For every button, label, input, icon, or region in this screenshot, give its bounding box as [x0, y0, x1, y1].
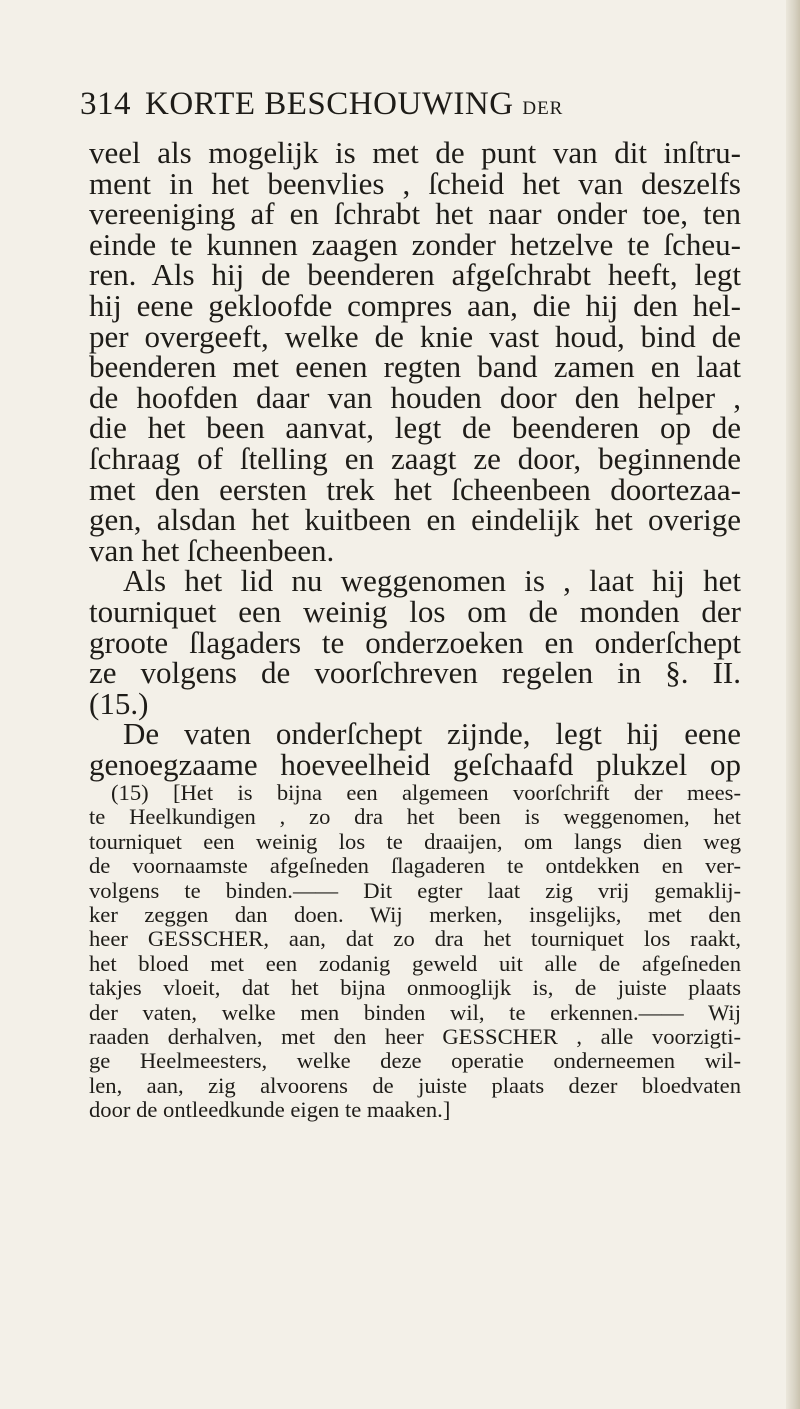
body-line: beenderen met eenen regten band zamen en laat — [89, 349, 741, 385]
body-line: tourniquet een weinig los om de monden der — [89, 593, 741, 629]
body-line: genoegzaame hoeveelheid geſchaafd plukzel op — [89, 746, 741, 782]
body-line: ment in het beenvlies , ſcheid het van deszelfs — [89, 165, 741, 201]
footnote-line: raaden derhalven, met den heer GESSCHER , alle voorzigti- — [89, 1024, 741, 1050]
footnote-line: heer GESSCHER, aan, dat zo dra het tourniquet los raakt, — [89, 926, 741, 952]
body-line: De vaten onderſchept zijnde, legt hij eene — [123, 716, 741, 752]
body-line: per overgeeft, welke de knie vast houd, bind de — [89, 318, 741, 354]
footnote-line: door de ontleedkunde eigen te maaken.] — [89, 1097, 451, 1123]
body-line: die het been aanvat, legt de beenderen op de — [89, 410, 741, 446]
page-number: 314 — [80, 86, 131, 122]
footnote-line: het bloed met een zodanig geweld uit alle de afgeſneden — [89, 950, 741, 976]
body-line: vereeniging af en ſchrabt het naar onder toe, ten — [89, 196, 741, 232]
footnote-line: der vaten, welke men binden wil, te erkennen.—— Wij — [89, 999, 741, 1025]
body-line: ze volgens de voorſchreven regelen in §. II. — [89, 655, 741, 691]
running-title: KORTE BESCHOUWING — [145, 86, 514, 122]
running-title-small: DER — [522, 98, 564, 119]
footnote-line: de voornaamste afgeſneden ſlagaderen te ontdekken en ver- — [89, 853, 741, 879]
body-text — [89, 135, 741, 782]
body-line: van het ſcheenbeen. — [89, 532, 335, 568]
body-line: met den eersten trek het ſcheenbeen doortezaa- — [89, 471, 741, 507]
page-edge — [786, 0, 800, 1409]
footnote-line: len, aan, zig alvoorens de juiste plaats dezer bloedvaten — [89, 1072, 741, 1098]
body-line: de hoofden daar van houden door den helper , — [89, 379, 741, 415]
footnote-line: te Heelkundigen , zo dra het been is weggenomen, het — [89, 804, 741, 830]
footnote-line: takjes vloeit, dat het bijna onmooglijk is, de juiste plaats — [89, 975, 741, 1001]
footnote — [89, 781, 741, 1123]
footnote-line: ker zeggen dan doen. Wij merken, insgelijks, met den — [89, 902, 741, 928]
body-line: ſchraag of ſtelling en zaagt ze door, beginnende — [89, 440, 741, 476]
body-line: ren. Als hij de beenderen afgeſchrabt heeft, legt — [89, 257, 741, 293]
footnote-line: tourniquet een weinig los te draaijen, om langs dien weg — [89, 828, 741, 854]
body-line: groote ſlagaders te onderzoeken en onderſchept — [89, 624, 741, 660]
body-line: veel als mogelijk is met de punt van dit inſtru- — [89, 135, 741, 170]
body-line: gen, alsdan het kuitbeen en eindelijk het overige — [89, 502, 741, 538]
running-head — [80, 86, 720, 126]
body-line: hij eene gekloofde compres aan, die hij den hel- — [89, 287, 741, 323]
footnote-line: ge Heelmeesters, welke deze operatie onderneemen wil- — [89, 1048, 741, 1074]
footnote-line: volgens te binden.—— Dit egter laat zig vrij gemaklij- — [89, 877, 741, 903]
footnote-line: (15) [Het is bijna een algemeen voorſchrift der mees- — [111, 780, 741, 805]
body-line: (15.) — [89, 685, 149, 721]
body-line: einde te kunnen zaagen zonder hetzelve te ſcheu- — [89, 226, 741, 262]
body-line: Als het lid nu weggenomen is , laat hij het — [123, 563, 741, 599]
